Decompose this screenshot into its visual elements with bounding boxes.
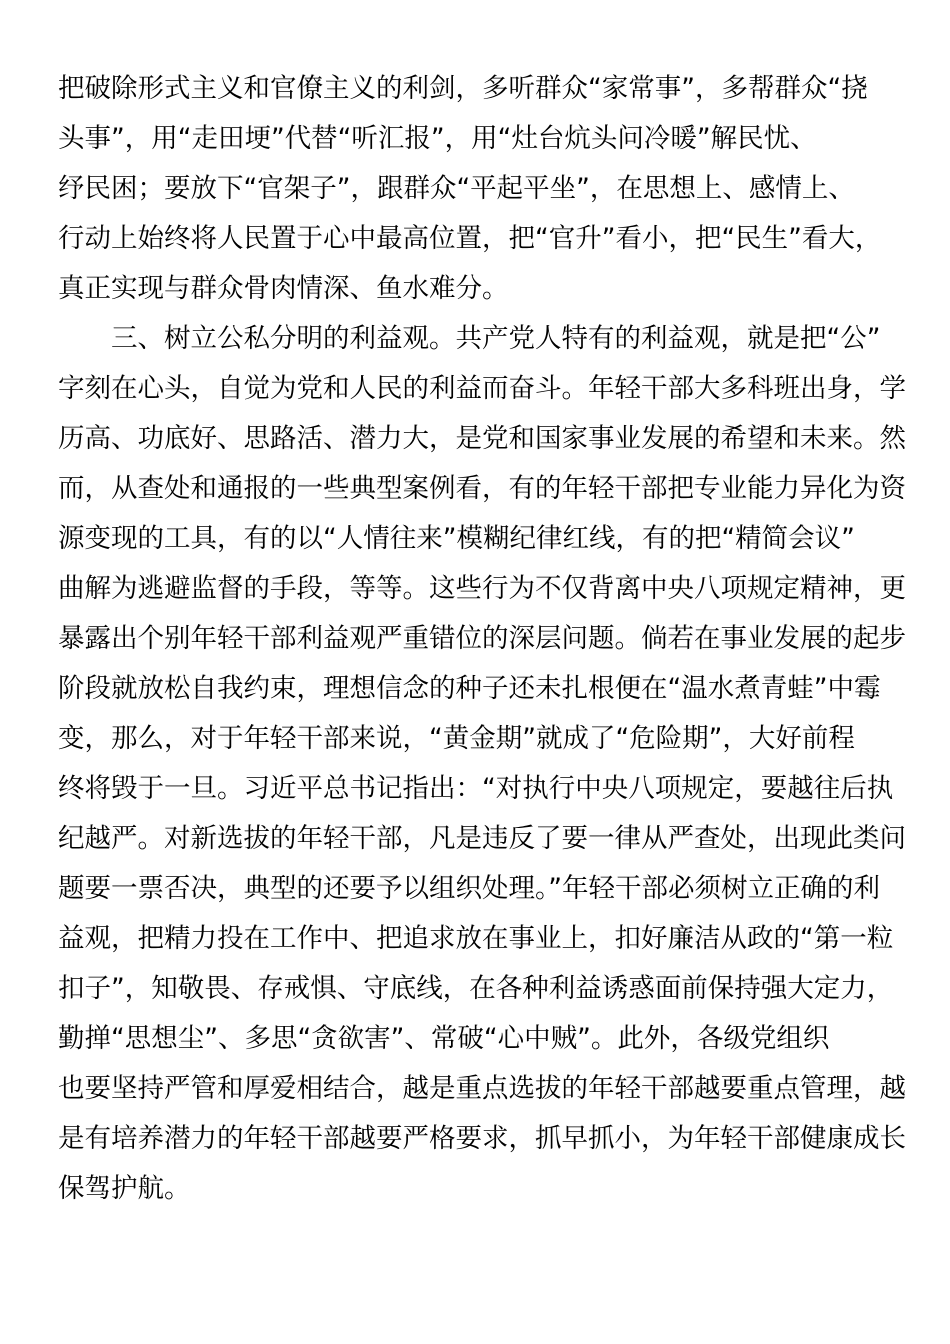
text-line: 也要坚持严管和厚爱相结合，越是重点选拔的年轻干部越要重点管理，越 (58, 1073, 906, 1104)
text-line: 扣子”，知敬畏、存戒惧、守底线，在各种利益诱惑面前保持强大定力， (58, 973, 894, 1004)
text-line: 益观，把精力投在工作中、把追求放在事业上，扣好廉洁从政的“第一粒 (58, 923, 894, 954)
text-line: 头事”，用“走田埂”代替“听汇报”，用“灶台炕头问冷暖”解民忧、 (58, 123, 817, 154)
text-line: 题要一票否决，典型的还要予以组织处理。”年轻干部必须树立正确的利 (58, 873, 880, 904)
text-line: 历高、功底好、思路活、潜力大，是党和国家事业发展的希望和未来。然 (58, 423, 906, 454)
text-line: 终将毁于一旦。习近平总书记指出：“对执行中央八项规定，要越往后执 (58, 773, 894, 804)
text-line: 纾民困；要放下“官架子”，跟群众“平起平坐”，在思想上、感情上、 (58, 173, 855, 204)
text-line: 三、树立公私分明的利益观。共产党人特有的利益观，就是把“公” (58, 323, 881, 354)
text-line: 把破除形式主义和官僚主义的利剑，多听群众“家常事”，多帮群众“挠 (58, 73, 868, 104)
text-line: 字刻在心头，自觉为党和人民的利益而奋斗。年轻干部大多科班出身，学 (58, 373, 906, 404)
text-line: 而，从查处和通报的一些典型案例看，有的年轻干部把专业能力异化为资 (58, 473, 906, 504)
text-line: 勤掸“思想尘”、多思“贪欲害”、常破“心中贼”。此外，各级党组织 (58, 1023, 830, 1054)
text-line: 真正实现与群众骨肉情深、鱼水难分。 (58, 273, 509, 304)
text-line: 曲解为逃避监督的手段，等等。这些行为不仅背离中央八项规定精神，更 (58, 573, 906, 604)
text-line: 暴露出个别年轻干部利益观严重错位的深层问题。倘若在事业发展的起步 (58, 623, 906, 654)
text-line: 纪越严。对新选拔的年轻干部，凡是违反了要一律从严查处，出现此类问 (58, 823, 906, 854)
text-line: 源变现的工具，有的以“人情往来”模糊纪律红线，有的把“精简会议” (58, 523, 855, 554)
text-line: 保驾护航。 (58, 1173, 191, 1204)
paragraph-1 (58, 64, 892, 314)
document-page (58, 64, 906, 1214)
text-line: 变，那么，对于年轻干部来说，“黄金期”就成了“危险期”，大好前程 (58, 723, 855, 754)
paragraph-2 (58, 314, 906, 1214)
text-line: 阶段就放松自我约束，理想信念的种子还未扎根便在“温水煮青蛙”中霉 (58, 673, 881, 704)
text-line: 行动上始终将人民置于心中最高位置，把“官升”看小，把“民生”看大， (58, 223, 882, 254)
text-line: 是有培养潜力的年轻干部越要严格要求，抓早抓小，为年轻干部健康成长 (58, 1123, 906, 1154)
